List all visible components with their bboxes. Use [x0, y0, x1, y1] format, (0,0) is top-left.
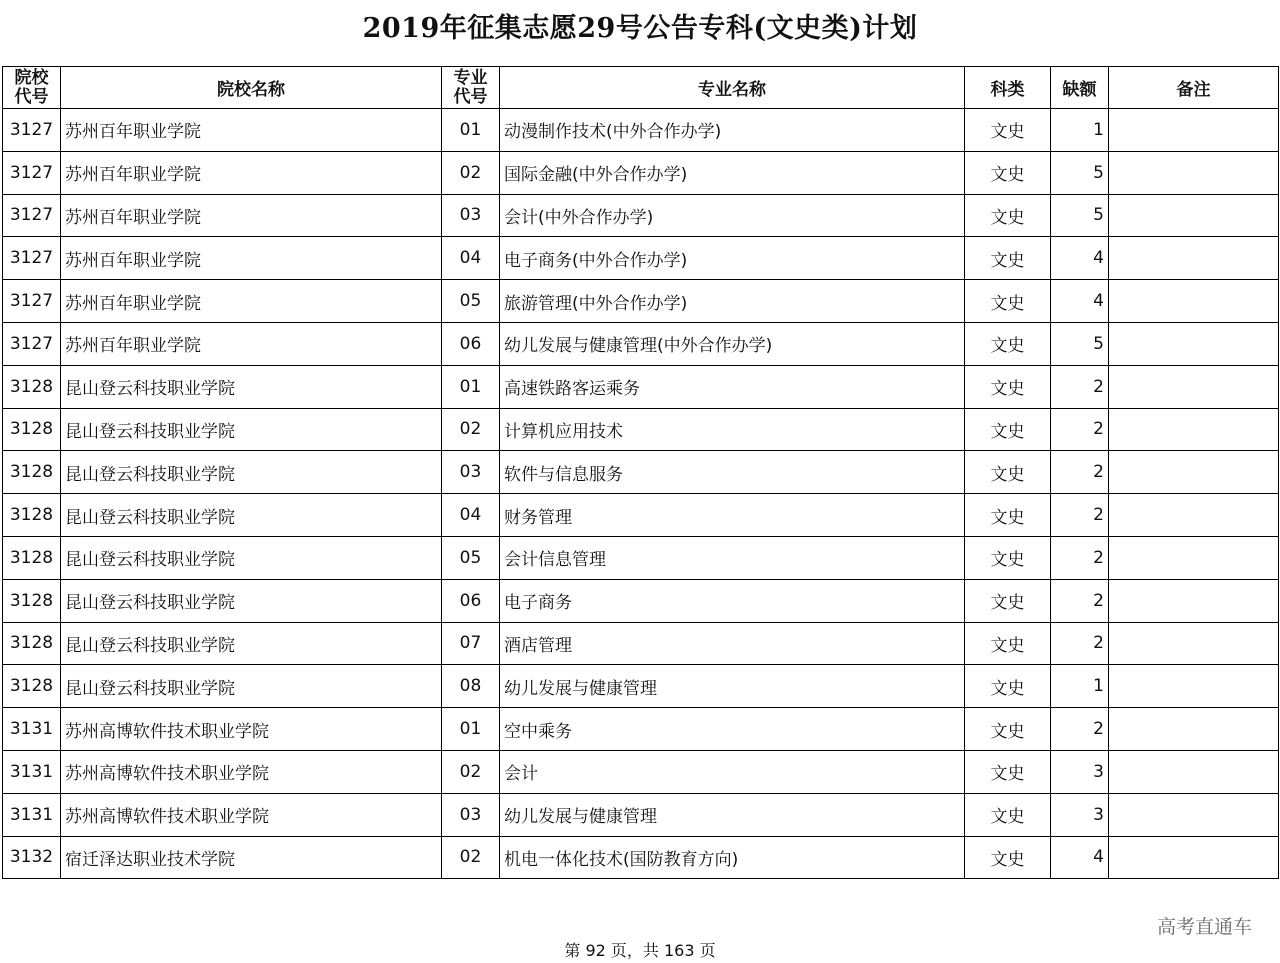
cell-school-code: 3132 — [3, 836, 61, 879]
cell-note — [1109, 536, 1279, 579]
cell-vacancy: 2 — [1051, 408, 1109, 451]
cell-school-name: 苏州百年职业学院 — [61, 322, 442, 365]
cell-school-name: 昆山登云科技职业学院 — [61, 579, 442, 622]
cell-vacancy: 5 — [1051, 151, 1109, 194]
header-school-name: 院校名称 — [61, 67, 442, 109]
cell-note — [1109, 494, 1279, 537]
cell-vacancy: 1 — [1051, 109, 1109, 152]
cell-major-name: 国际金融(中外合作办学) — [500, 151, 965, 194]
cell-school-code: 3127 — [3, 322, 61, 365]
cell-school-code: 3127 — [3, 280, 61, 323]
document-title: 2019年征集志愿29号公告专科(文史类)计划 — [362, 13, 918, 44]
table-row — [3, 494, 1279, 537]
table-row — [3, 836, 1279, 879]
cell-vacancy: 3 — [1051, 750, 1109, 793]
cell-major-code: 02 — [442, 836, 500, 879]
cell-major-code: 05 — [442, 280, 500, 323]
cell-note — [1109, 836, 1279, 879]
cell-school-name: 昆山登云科技职业学院 — [61, 536, 442, 579]
cell-school-name: 昆山登云科技职业学院 — [61, 622, 442, 665]
cell-major-code: 06 — [442, 579, 500, 622]
cell-major-code: 07 — [442, 622, 500, 665]
cell-major-name: 软件与信息服务 — [500, 451, 965, 494]
cell-major-code: 03 — [442, 793, 500, 836]
cell-category: 文史 — [965, 579, 1051, 622]
cell-major-code: 06 — [442, 322, 500, 365]
cell-major-name: 幼儿发展与健康管理 — [500, 793, 965, 836]
cell-major-name: 旅游管理(中外合作办学) — [500, 280, 965, 323]
cell-school-name: 苏州高博软件技术职业学院 — [61, 793, 442, 836]
cell-school-name: 苏州高博软件技术职业学院 — [61, 750, 442, 793]
table-row — [3, 237, 1279, 280]
header-major-code-line1: 专业 — [453, 67, 488, 88]
table-row — [3, 793, 1279, 836]
header-major-name: 专业名称 — [500, 67, 965, 109]
cell-vacancy: 4 — [1051, 280, 1109, 323]
cell-major-code: 04 — [442, 494, 500, 537]
cell-major-code: 01 — [442, 109, 500, 152]
cell-category: 文史 — [965, 194, 1051, 237]
cell-major-code: 03 — [442, 451, 500, 494]
header-school-code-line1: 院校 — [14, 67, 49, 88]
cell-category: 文史 — [965, 365, 1051, 408]
header-category: 科类 — [965, 67, 1051, 109]
cell-category: 文史 — [965, 237, 1051, 280]
cell-school-name: 苏州百年职业学院 — [61, 109, 442, 152]
cell-school-code: 3128 — [3, 494, 61, 537]
table-row — [3, 109, 1279, 152]
cell-major-name: 幼儿发展与健康管理 — [500, 665, 965, 708]
table-row — [3, 579, 1279, 622]
cell-school-code: 3127 — [3, 194, 61, 237]
table-row — [3, 151, 1279, 194]
header-major-code-line2: 代号 — [453, 86, 488, 107]
cell-major-code: 03 — [442, 194, 500, 237]
cell-category: 文史 — [965, 665, 1051, 708]
cell-category: 文史 — [965, 750, 1051, 793]
cell-vacancy: 5 — [1051, 322, 1109, 365]
table-row — [3, 622, 1279, 665]
cell-school-name: 昆山登云科技职业学院 — [61, 408, 442, 451]
table-row — [3, 408, 1279, 451]
cell-major-name: 高速铁路客运乘务 — [500, 365, 965, 408]
cell-category: 文史 — [965, 622, 1051, 665]
cell-school-code: 3128 — [3, 451, 61, 494]
cell-major-code: 08 — [442, 665, 500, 708]
cell-school-name: 苏州百年职业学院 — [61, 237, 442, 280]
cell-note — [1109, 408, 1279, 451]
cell-vacancy: 4 — [1051, 237, 1109, 280]
cell-school-name: 苏州高博软件技术职业学院 — [61, 708, 442, 751]
header-note: 备注 — [1109, 67, 1279, 109]
cell-school-name: 昆山登云科技职业学院 — [61, 451, 442, 494]
cell-major-name: 空中乘务 — [500, 708, 965, 751]
cell-major-code: 02 — [442, 408, 500, 451]
cell-school-name: 宿迁泽达职业技术学院 — [61, 836, 442, 879]
cell-note — [1109, 365, 1279, 408]
cell-school-code: 3128 — [3, 579, 61, 622]
cell-school-name: 昆山登云科技职业学院 — [61, 665, 442, 708]
cell-category: 文史 — [965, 793, 1051, 836]
table-row — [3, 322, 1279, 365]
cell-major-name: 计算机应用技术 — [500, 408, 965, 451]
cell-note — [1109, 579, 1279, 622]
cell-vacancy: 2 — [1051, 365, 1109, 408]
cell-school-name: 苏州百年职业学院 — [61, 151, 442, 194]
cell-note — [1109, 622, 1279, 665]
cell-school-name: 苏州百年职业学院 — [61, 194, 442, 237]
cell-school-code: 3127 — [3, 151, 61, 194]
cell-major-code: 01 — [442, 365, 500, 408]
table-row — [3, 665, 1279, 708]
cell-vacancy: 2 — [1051, 579, 1109, 622]
cell-category: 文史 — [965, 708, 1051, 751]
cell-school-code: 3128 — [3, 365, 61, 408]
table-row — [3, 451, 1279, 494]
cell-category: 文史 — [965, 536, 1051, 579]
cell-school-name: 昆山登云科技职业学院 — [61, 365, 442, 408]
cell-category: 文史 — [965, 494, 1051, 537]
cell-school-code: 3127 — [3, 109, 61, 152]
cell-major-name: 会计(中外合作办学) — [500, 194, 965, 237]
cell-vacancy: 3 — [1051, 793, 1109, 836]
header-major-code — [442, 67, 500, 109]
cell-note — [1109, 750, 1279, 793]
cell-school-code: 3128 — [3, 665, 61, 708]
cell-major-code: 04 — [442, 237, 500, 280]
cell-note — [1109, 322, 1279, 365]
cell-school-name: 苏州百年职业学院 — [61, 280, 442, 323]
cell-major-name: 会计信息管理 — [500, 536, 965, 579]
table-body — [3, 109, 1279, 879]
table-row — [3, 750, 1279, 793]
cell-major-name: 酒店管理 — [500, 622, 965, 665]
cell-major-name: 电子商务 — [500, 579, 965, 622]
cell-vacancy: 4 — [1051, 836, 1109, 879]
cell-vacancy: 2 — [1051, 708, 1109, 751]
cell-category: 文史 — [965, 109, 1051, 152]
cell-category: 文史 — [965, 451, 1051, 494]
enrollment-plan-table — [2, 66, 1279, 879]
cell-vacancy: 2 — [1051, 536, 1109, 579]
cell-category: 文史 — [965, 836, 1051, 879]
cell-major-name: 机电一体化技术(国防教育方向) — [500, 836, 965, 879]
cell-note — [1109, 237, 1279, 280]
header-vacancy: 缺额 — [1051, 67, 1109, 109]
cell-major-code: 02 — [442, 151, 500, 194]
cell-note — [1109, 793, 1279, 836]
cell-school-code: 3131 — [3, 708, 61, 751]
cell-vacancy: 5 — [1051, 194, 1109, 237]
cell-school-code: 3128 — [3, 408, 61, 451]
cell-major-name: 幼儿发展与健康管理(中外合作办学) — [500, 322, 965, 365]
cell-major-code: 05 — [442, 536, 500, 579]
cell-vacancy: 2 — [1051, 451, 1109, 494]
cell-major-name: 动漫制作技术(中外合作办学) — [500, 109, 965, 152]
page-footer: 第 92 页，共 163 页 — [564, 941, 716, 960]
cell-school-code: 3128 — [3, 622, 61, 665]
cell-note — [1109, 665, 1279, 708]
cell-note — [1109, 109, 1279, 152]
cell-category: 文史 — [965, 280, 1051, 323]
cell-vacancy: 2 — [1051, 494, 1109, 537]
cell-school-name: 昆山登云科技职业学院 — [61, 494, 442, 537]
cell-school-code: 3128 — [3, 536, 61, 579]
table-header-row — [3, 67, 1279, 109]
cell-school-code: 3127 — [3, 237, 61, 280]
cell-note — [1109, 451, 1279, 494]
cell-category: 文史 — [965, 151, 1051, 194]
table-row — [3, 194, 1279, 237]
header-school-code-line2: 代号 — [14, 86, 49, 107]
cell-major-code: 01 — [442, 708, 500, 751]
cell-vacancy: 1 — [1051, 665, 1109, 708]
watermark-text: 高考直通车 — [1156, 916, 1252, 938]
cell-major-name: 会计 — [500, 750, 965, 793]
cell-major-name: 财务管理 — [500, 494, 965, 537]
cell-category: 文史 — [965, 322, 1051, 365]
header-school-code — [3, 67, 61, 109]
table-row — [3, 280, 1279, 323]
cell-note — [1109, 708, 1279, 751]
cell-school-code: 3131 — [3, 793, 61, 836]
cell-major-code: 02 — [442, 750, 500, 793]
table-row — [3, 536, 1279, 579]
table-row — [3, 365, 1279, 408]
cell-vacancy: 2 — [1051, 622, 1109, 665]
cell-major-name: 电子商务(中外合作办学) — [500, 237, 965, 280]
cell-note — [1109, 280, 1279, 323]
table-row — [3, 708, 1279, 751]
cell-school-code: 3131 — [3, 750, 61, 793]
cell-category: 文史 — [965, 408, 1051, 451]
cell-note — [1109, 151, 1279, 194]
cell-note — [1109, 194, 1279, 237]
